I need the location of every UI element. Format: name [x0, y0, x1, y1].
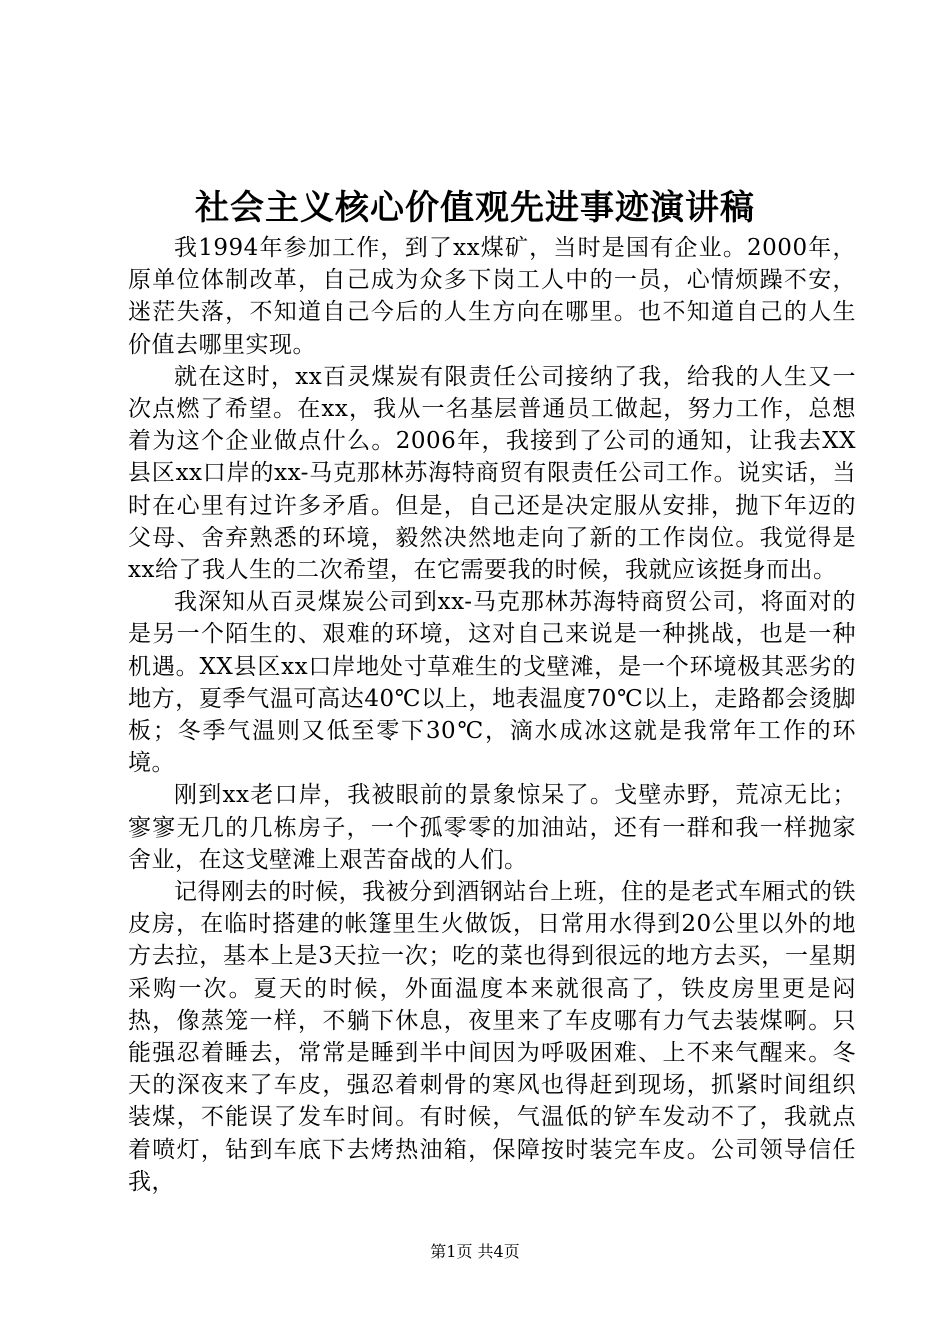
paragraph-5: 记得刚去的时候，我被分到酒钢站台上班，住的是老式车厢式的铁皮房，在临时搭建的帐篷里生火做饭，日常用水得到20公里以外的地方去拉，基本上是3天拉一次；吃的菜也得到很远的地方去买，一星期采购一次。夏天的时候，外面温度本来就很高了，铁皮房里更是闷热，像蒸笼一样，不躺下休息，夜里来了车皮哪有力气去装煤啊。只能强忍着睡去，常常是睡到半中间因为呼吸困难、上不来气醒来。冬天的深夜来了车皮，强忍着刺骨的寒风也得赶到现场，抓紧时间组织装煤，不能误了发车时间。有时候，气温低的铲车发动不了，我就点着喷灯，钻到车底下去烤热油箱，保障按时装完车皮。公司领导信任我，: [128, 879, 856, 1195]
document-title: 社会主义核心价值观先进事迹演讲稿: [195, 188, 755, 228]
page-number-footer: 第1页 共4页: [430, 1242, 520, 1261]
paragraph-3: 我深知从百灵煤炭公司到xx-马克那林苏海特商贸公司，将面对的是另一个陌生的、艰难的环境，这对自己来说是一种挑战，也是一种机遇。XX县区xx口岸地处寸草难生的戈壁滩，是一个环境极其恶劣的地方，夏季气温可高达40℃以上，地表温度70℃以上，走路都会烫脚板；冬季气温则又低至零下30℃，滴水成冰这就是我常年工作的环境。: [128, 589, 856, 777]
paragraph-2: 就在这时，xx百灵煤炭有限责任公司接纳了我，给我的人生又一次点燃了希望。在xx，我从一名基层普通员工做起，努力工作，总想着为这个企业做点什么。2006年，我接到了公司的通知，让我去XX县区xx口岸的xx-马克那林苏海特商贸有限责任公司工作。说实话，当时在心里有过许多矛盾。但是，自己还是决定服从安排，抛下年迈的父母、舍弃熟悉的环境，毅然决然地走向了新的工作岗位。我觉得是xx给了我人生的二次希望，在它需要我的时候，我就应该挺身而出。: [128, 363, 856, 584]
paragraph-4: 刚到xx老口岸，我被眼前的景象惊呆了。戈壁赤野，荒凉无比；寥寥无几的几栋房子，一个孤零零的加油站，还有一群和我一样抛家舍业，在这戈壁滩上艰苦奋战的人们。: [128, 782, 856, 873]
document-body: [128, 232, 856, 1198]
paragraph-1: 我1994年参加工作，到了xx煤矿，当时是国有企业。2000年，原单位体制改革，自己成为众多下岗工人中的一员，心情烦躁不安，迷茫失落，不知道自己今后的人生方向在哪里。也不知道自己的人生价值去哪里实现。: [128, 235, 856, 358]
